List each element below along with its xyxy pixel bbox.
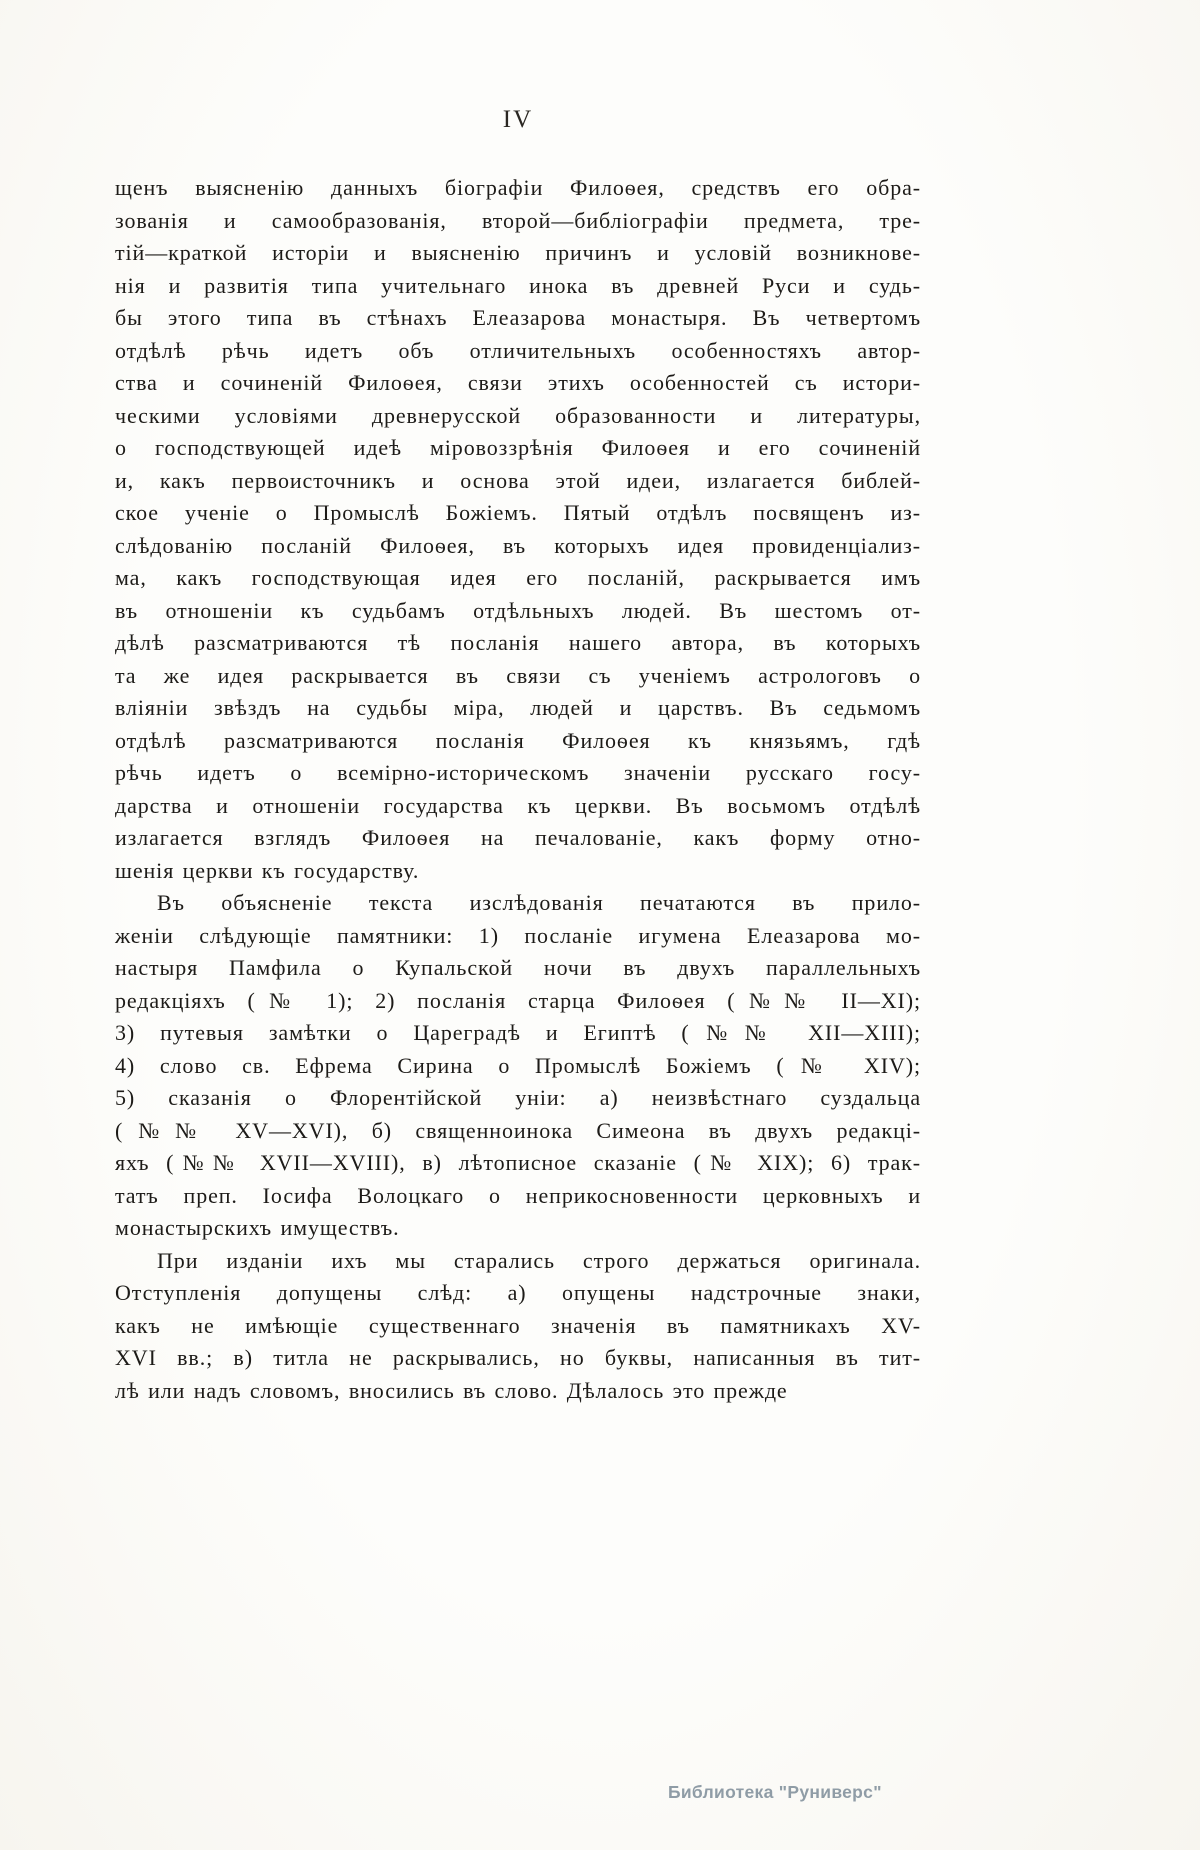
text-line: шенія церкви къ государству.: [115, 857, 420, 883]
text-line: 5) сказанія о Флорентійской уніи: а) неизвѣстнаго суздальца: [115, 1085, 921, 1110]
text-line: редакціяхъ (№ 1); 2) посланія старца Филоѳея (№№ II—XI);: [115, 987, 921, 1013]
text-line: зованія и самообразованія, второй—библіографіи предмета, тре-: [115, 207, 921, 233]
text-line: лѣ или надъ словомъ, вносились въ слово. Дѣлалось это прежде: [115, 1377, 788, 1403]
text-line: въ отношеніи къ судьбамъ отдѣльныхъ людей. Въ шестомъ от-: [115, 597, 921, 623]
text-line: (№№ XV—XVI), б) священноинока Симеона въ двухъ редакці-: [115, 1117, 921, 1143]
paragraph: [115, 887, 921, 1245]
text-line: та же идея раскрывается въ связи съ ученіемъ астрологовъ о: [115, 662, 921, 688]
text-block: [115, 172, 921, 1407]
text-line: нія и развитія типа учительнаго инока въ древней Руси и судь-: [115, 272, 921, 298]
text-line: 4) слово св. Ефрема Сирина о Промыслѣ Божіемъ (№ XIV);: [115, 1052, 921, 1078]
text-line: XVI вв.; в) титла не раскрывались, но буквы, написанныя въ тит-: [115, 1345, 921, 1370]
text-line: ское ученіе о Промыслѣ Божіемъ. Пятый отдѣлъ посвященъ из-: [115, 500, 921, 525]
text-line: При изданіи ихъ мы старались строго держаться оригинала.: [157, 1247, 921, 1273]
text-line: щенъ выясненію данныхъ біографіи Филоѳея, средствъ его обра-: [115, 175, 921, 200]
text-line: отдѣлѣ рѣчь идетъ объ отличительныхъ особенностяхъ автор-: [115, 337, 921, 363]
text-line: рѣчь идетъ о всемірно-историческомъ значеніи русскаго госу-: [115, 760, 921, 785]
text-line: женіи слѣдующіе памятники: 1) посланіе игумена Елеазарова мо-: [115, 922, 921, 948]
text-line: ма, какъ господствующая идея его посланій, раскрывается имъ: [115, 565, 921, 590]
text-line: о господствующей идеѣ міровоззрѣнія Филоѳея и его сочиненій: [115, 435, 921, 460]
text-line: тій—краткой исторіи и выясненію причинъ и условій возникнове-: [115, 240, 921, 265]
text-line: татъ преп. Іосифа Волоцкаго о неприкосновенности церковныхъ и: [115, 1182, 921, 1208]
text-line: дѣлѣ разсматриваются тѣ посланія нашего автора, въ которыхъ: [115, 630, 921, 655]
paragraph: [115, 1245, 921, 1408]
text-line: какъ не имѣющіе существеннаго значенія въ памятникахъ XV-: [115, 1312, 921, 1338]
text-line: монастырскихъ имуществъ.: [115, 1215, 400, 1240]
text-line: Въ объясненіе текста изслѣдованія печатаются въ прило-: [157, 890, 921, 915]
text-line: дарства и отношеніи государства къ церкви. Въ восьмомъ отдѣлѣ: [115, 792, 921, 818]
text-line: Отступленія допущены слѣд: а) опущены надстрочные знаки,: [115, 1280, 921, 1305]
page-number: IV: [502, 106, 534, 133]
text-line: настыря Памфила о Купальской ночи въ двухъ параллельныхъ: [115, 955, 921, 980]
text-line: 3) путевыя замѣтки о Цареградѣ и Египтѣ (№№ XII—XIII);: [115, 1020, 921, 1045]
text-line: ства и сочиненій Филоѳея, связи этихъ особенностей съ истори-: [115, 370, 921, 395]
library-watermark: Библиотека "Руниверс": [668, 1782, 882, 1802]
text-line: излагается взглядъ Филоѳея на печалованіе, какъ форму отно-: [115, 825, 921, 850]
text-line: отдѣлѣ разсматриваются посланія Филоѳея къ князьямъ, гдѣ: [115, 727, 921, 753]
text-line: бы этого типа въ стѣнахъ Елеазарова монастыря. Въ четвертомъ: [115, 305, 921, 330]
text-line: слѣдованію посланій Филоѳея, въ которыхъ идея провиденціализ-: [115, 532, 921, 558]
paragraph: [115, 172, 921, 887]
text-line: вліяніи звѣздъ на судьбы міра, людей и царствъ. Въ седьмомъ: [115, 695, 921, 720]
text-line: и, какъ первоисточникъ и основа этой идеи, излагается библей-: [115, 467, 921, 493]
text-line: ческими условіями древнерусской образованности и литературы,: [115, 402, 921, 428]
text-line: яхъ (№№ XVII—XVIII), в) лѣтописное сказаніе (№ XIX); 6) трак-: [115, 1150, 921, 1175]
